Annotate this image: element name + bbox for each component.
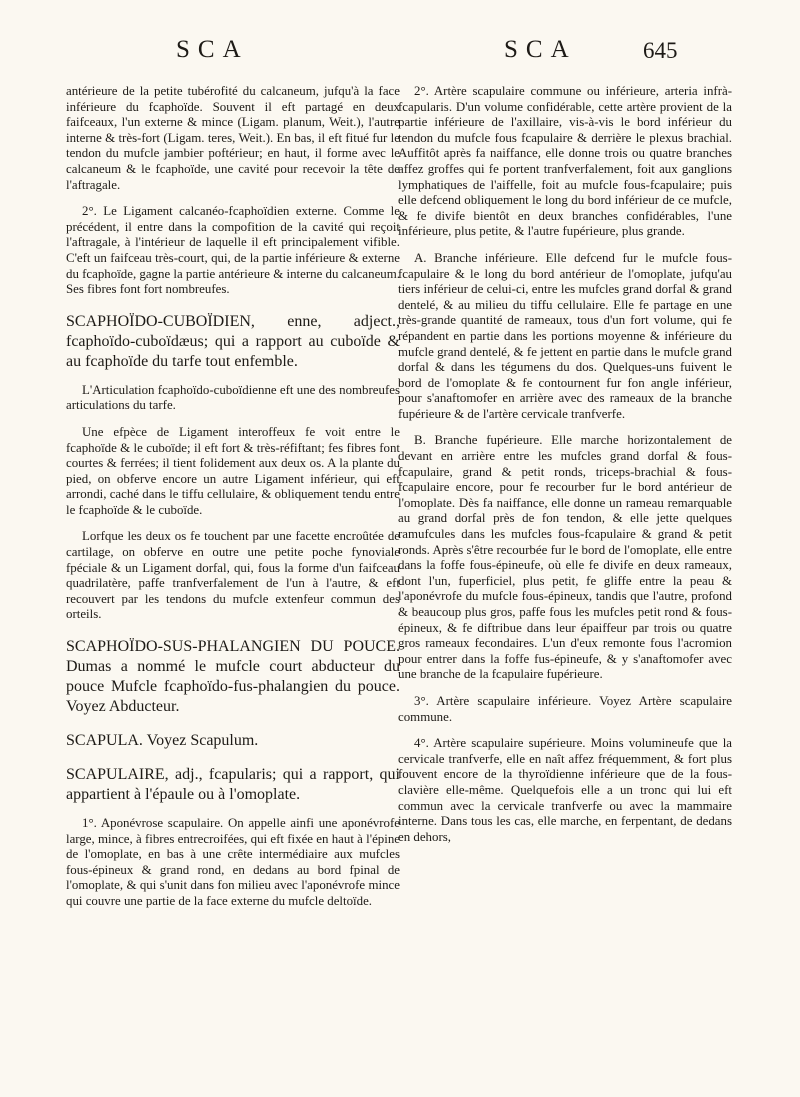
entry-scapula: SCAPULA. Voyez Scapulum.: [66, 732, 259, 750]
right-column: [398, 84, 732, 845]
entry-ligament-interosseux-paragraph: Une efpèce de Ligament interoffeux fe voit entre le fcaphoïde & le cuboïde; il eft fort & très-réfiftant; fes fibres font courtes & ferrées; il tient folidement aux deux os. A la plante du pied, on obferve encore un autre Ligament inférieur, qui eft arrondi, caché dans le tiffu cellulaire, & obliquement tendu entre le fcaphoïde & le cuboïde.: [66, 424, 400, 517]
entry-continuation: antérieure de la petite tubérofité du calcaneum, jufqu'à la face inférieure du fcaphoïde. Souvent il eft partagé en deux faifceaux, l'un externe & mince (Ligam. planum, Weit.), l'autre interne & très-fort (Ligam. teres, Weit.). En bas, il eft fitué fur le tendon du mufcle jambier poftérieur; en haut, il forme avec le calcaneum & le fcaphoïde, une cavité pour recevoir la tête de l'aftragale.: [66, 84, 400, 192]
running-head-right: SCA: [504, 36, 577, 63]
entry-aponevrose-scapulaire: 1°. Aponévrose scapulaire. On appelle ainfi une aponévrofe large, mince, à fibres entrecroifées, qui eft fixée en haut à l'épine de l'omoplate, en bas à une crête intermédiaire aux mufcles fous-épineux & grand rond, en dedans au bord fpinal de l'omoplate, & qui s'unit dans fon milieu avec l'aponévrofe mince qui couvre une partie de la face externe du mufcle deltoïde.: [66, 816, 400, 908]
entry-poche-synoviale-paragraph: Lorfque les deux os fe touchent par une facette encroûtée de cartilage, on obferve en outre une petite poche fynoviale fpéciale & un Ligament dorfal, qui, fous la forme d'un faifceau quadrilatère, paffe tranfverfalement de l'un à l'autre, & eft recouvert par les tendons du mufcle extenfeur commun des orteils.: [66, 529, 400, 622]
entry-artere-scapulaire-inferieure: 3°. Artère scapulaire inférieure. Voyez Artère scapulaire commune.: [398, 693, 732, 724]
running-head-left: SCA: [176, 36, 249, 63]
entry-scapulaire: SCAPULAIRE, adj., fcapularis; qui a rapport, qui appartient à l'épaule ou à l'omoplate.: [66, 766, 400, 804]
entry-scaphoido-sus-phalangien: SCAPHOÏDO-SUS-PHALANGIEN DU POUCE. Dumas a nommé le mufcle court abducteur du pouce Mufcle fcaphoïdo-fus-phalangien du pouce. Voyez Abducteur.: [66, 638, 400, 716]
left-column: [66, 84, 400, 910]
entry-branche-superieure: B. Branche fupérieure. Elle marche horizontalement de devant en arrière entre les mufcles grand dorfal & fous-fcapulaire, grand & petit ronds, triceps-brachial & fous-fcapulaire encore, pour fe recourber fur le bord antérieur de l'omoplate. Dès fa naiffance, elle donne un rameau remarquable au grand dorfal près de fon tendon, & elle jette quelques ramufcules dans les mufcles fous-fcapulaire & grand & petit ronds. Après s'être recourbée fur le bord de l'omoplate, elle entre dans la foffe fous-épineufe, où elle fe divife en deux rameaux, dont l'un, fuperficiel, plus petit, fe gliffe entre la peau & l'aponévrofe du mufcle fous-épineux, tandis que l'autre, profond & beaucoup plus gros, paffe fous les mufcles petit rond & fous-épineux, & fe diftribue dans leur épaiffeur par trois ou quatre gros rameaux fecondaires. L'un d'eux remonte fous l'acromion pour entrer dans la foffe fus-épineufe, & y s'anaftomofer avec une branche de la fcapulaire fupérieure.: [398, 433, 732, 682]
page-number: 645: [643, 38, 678, 63]
entry-artere-scapulaire-superieure: 4°. Artère scapulaire supérieure. Moins volumineufe que la cervicale tranfverfe, elle en naît affez fréquemment, & fort plus fouvent encore de la thyroïdienne inférieure que de la fous-clavière elle-même. Quelquefois elle a un tronc qui lui eft commun avec la cervicale tranfverfe ou avec la mammaire interne. Dans tous les cas, elle marche, en ferpentant, de dedans en dehors,: [398, 736, 732, 844]
page-header: [0, 36, 800, 68]
entry-ligament-calcaneo-scaphoidien: 2°. Le Ligament calcanéo-fcaphoïdien externe. Comme le précédent, il entre dans la compofition de la cavité qui reçoit l'aftragale, à l'intérieur de laquelle il eft principalement vifible. C'eft un faifceau très-court, qui, de la partie inférieure & externe du fcaphoïde, gagne la partie antérieure & interne du calcaneum. Ses fibres font fort nombreufes.: [66, 204, 400, 297]
entry-branche-inferieure: A. Branche inférieure. Elle defcend fur le mufcle fous-fcapulaire & le long du bord antérieur de l'omoplate, jufqu'au tiers inférieur de celui-ci, entre les mufcles grand dorfal & grand dentelé, & au milieu du tiffu cellulaire. Elle fe partage en une très-grande quantité de rameaux, tous d'un fort volume, qui fe répandent en partie dans les portions moyenne & inférieure du mufcle grand dentelé, & fe jettent en partie dans le mufcle grand dorfal & dans les tégumens du dos. Quelques-uns fuivent le bord de l'omoplate & fe contournent fur fon angle inférieur, pour s'anaftomofer en arrière avec des rameaux de la branche fupérieure & de l'artère cervicale tranfverfe.: [398, 250, 732, 421]
entry-artere-scapulaire-commune: 2°. Artère scapulaire commune ou inférieure, arteria infrà-fcapularis. D'un volume confidérable, cette artère provient de la partie inférieure de l'axillaire, vis-à-vis le bord inférieur du tendon du mufcle fous fcapulaire & derrière le plexus brachial. Auffitôt après fa naiffance, elle donne trois ou quatre branches affez groffes qui fe portent tranfverfalement, foit aux ganglions lymphatiques de l'aiffelle, foit au mufcle fous-fcapulaire; puis elle defcend obliquement le long du bord inférieur de ce mufcle, & fe divife bientôt en deux branches confidérables, l'une inférieure, plus petite, & l'autre fupérieure, plus grande.: [398, 84, 732, 239]
entry-articulation-paragraph: L'Articulation fcaphoïdo-cuboïdienne eft une des nombreufes articulations du tarfe.: [66, 382, 400, 413]
entry-scaphoido-cuboidien: SCAPHOÏDO-CUBOÏDIEN, enne, adject., fcaphoïdo-cuboïdæus; qui a rapport au cuboïde & au fcaphoïde du tarfe tout enfemble.: [66, 312, 400, 370]
